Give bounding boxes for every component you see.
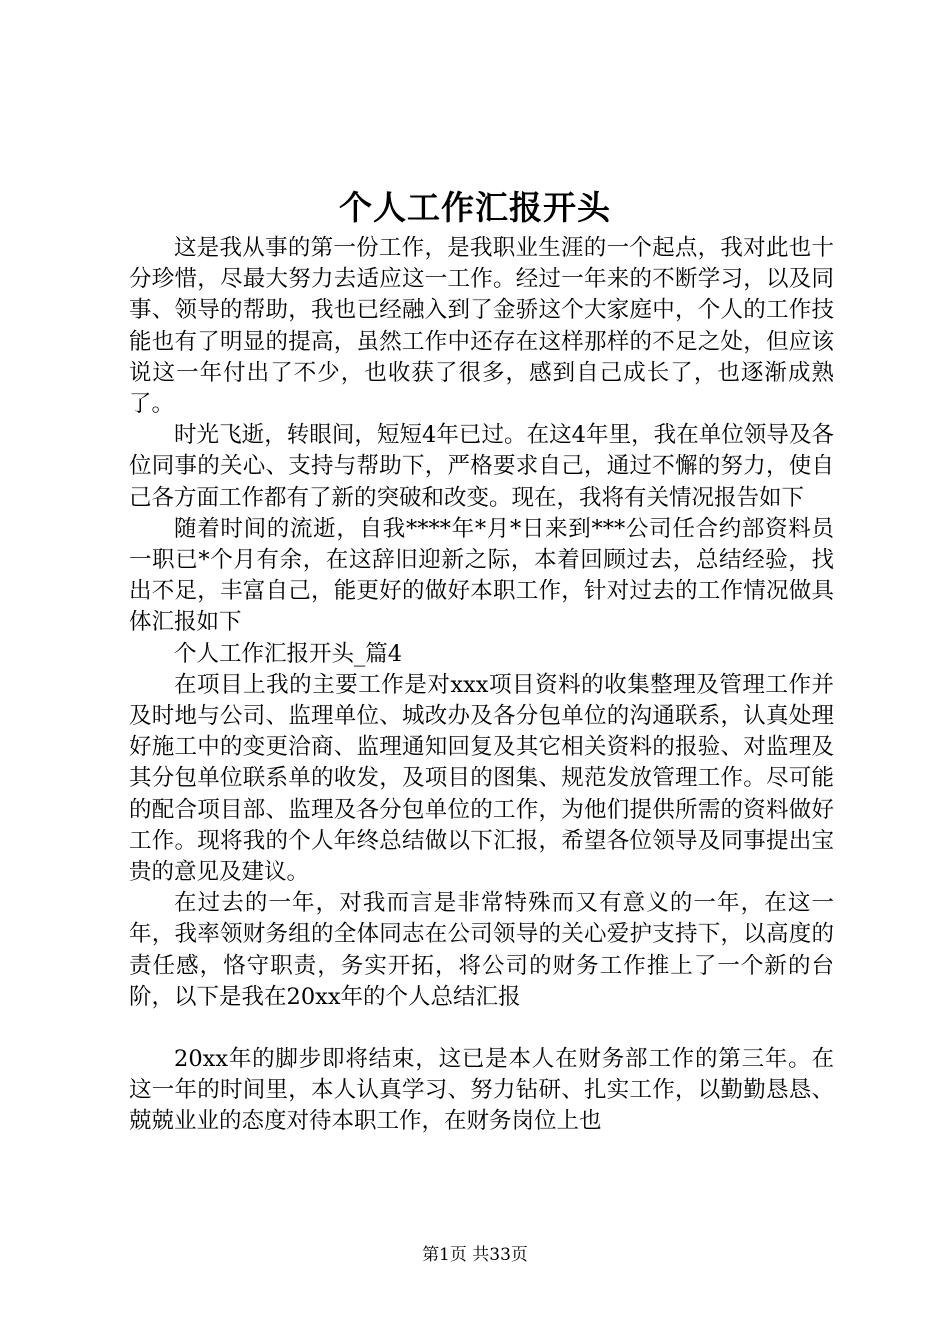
paragraph: 在项目上我的主要工作是对xxx项目资料的收集整理及管理工作并及时地与公司、监理单位、城改办及各分包单位的沟通联系，认真处理好施工中的变更洽商、监理通知回复及其它相关资料的报验、对监理及其分包单位联系单的收发，及项目的图集、规范发放管理工作。尽可能的配合项目部、监理及各分包单位的工作，为他们提供所需的资料做好工作。现将我的个人年终总结做以下汇报，希望各位领导及同事提出宝贵的意见及建议。 [129,671,834,886]
section-heading: 个人工作汇报开头_篇4 [174,640,403,667]
page-footer: 第1页 共33页 [422,1245,528,1265]
paragraph: 这是我从事的第一份工作，是我职业生涯的一个起点，我对此也十分珍惜，尽最大努力去适应这一工作。经过一年来的不断学习，以及同事、领导的帮助，我也已经融入到了金骄这个大家庭中，个人的工作技能也有了明显的提高，虽然工作中还存在这样那样的不足之处，但应该说这一年付出了不少，也收获了很多，感到自己成长了，也逐渐成熟了。 [129,235,834,418]
paragraph: 随着时间的流逝，自我****年*月*日来到***公司任合约部资料员一职已*个月有余，在这辞旧迎新之际，本着回顾过去，总结经验，找出不足，丰富自己，能更好的做好本职工作，针对过去的工作情况做具体汇报如下 [129,515,834,636]
document-title: 个人工作汇报开头 [339,188,611,227]
paragraph: 在过去的一年，对我而言是非常特殊而又有意义的一年，在这一年，我率领财务组的全体同志在公司领导的关心爱护支持下，以高度的责任感，恪守职责，务实开拓，将公司的财务工作推上了一个新的台阶，以下是我在20xx年的个人总结汇报 [129,890,834,1010]
document-body [129,233,834,1138]
paragraph: 20xx年的脚步即将结束，这已是本人在财务部工作的第三年。在这一年的时间里，本人认真学习、努力钻研、扎实工作，以勤勤恳恳、兢兢业业的态度对待本职工作，在财务岗位上也 [129,1046,834,1135]
paragraph: 时光飞逝，转眼间，短短4年已过。在这4年里，我在单位领导及各位同事的关心、支持与帮助下，严格要求自己，通过不懈的努力，使自己各方面工作都有了新的突破和改变。现在，我将有关情况报告如下 [129,422,834,511]
blank-line [129,1013,834,1044]
